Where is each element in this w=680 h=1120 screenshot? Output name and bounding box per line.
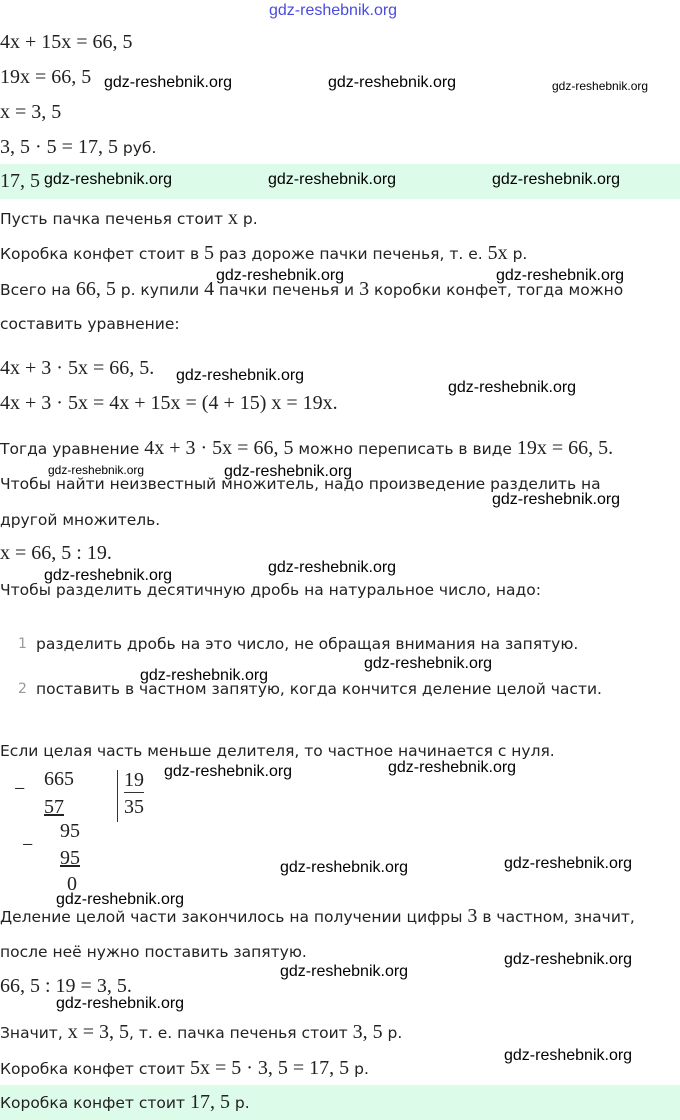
subtrahend: 57 <box>44 796 64 818</box>
final-remainder: 0 <box>67 873 77 895</box>
text-line <box>0 1056 369 1081</box>
math-expression: 17, 5 <box>0 170 40 192</box>
watermark: gdz-reshebnik.org <box>492 491 621 508</box>
watermark: gdz-reshebnik.org <box>224 463 353 480</box>
watermark: gdz-reshebnik.org <box>280 859 409 876</box>
watermark: gdz-reshebnik.org <box>140 667 269 684</box>
math-expression: 3 <box>467 905 478 927</box>
text-line <box>0 135 156 160</box>
watermark: gdz-reshebnik.org <box>56 891 185 908</box>
text-segment: Коробка конфет стоит <box>0 1060 190 1078</box>
text-line <box>0 436 613 461</box>
text-segment: Всего на <box>0 281 76 299</box>
text-segment: после неё нужно поставить запятую. <box>0 943 307 961</box>
math-expression: 3, 5 · 5 = 17, 5 <box>0 136 118 158</box>
watermark: gdz-reshebnik.org <box>268 559 397 576</box>
math-expression: 4 <box>204 278 215 300</box>
text-line <box>0 206 258 231</box>
answer-line <box>0 1090 250 1115</box>
math-expression: 3, 5 <box>352 1021 383 1043</box>
math-expression: 4x + 3 · 5x = 66, 5. <box>0 357 155 379</box>
list-number: 2 <box>18 681 27 697</box>
divisor: 19 <box>124 769 144 791</box>
text-line <box>0 1020 402 1045</box>
answer-line <box>0 169 40 194</box>
text-segment: раз дороже пачки печенья, т. е. <box>214 245 488 263</box>
remainder: 95 <box>60 820 80 842</box>
text-line <box>0 100 61 125</box>
watermark: gdz-reshebnik.org <box>104 74 233 91</box>
watermark: gdz-reshebnik.org <box>496 267 625 284</box>
math-expression: 19x = 66, 5 <box>0 66 92 88</box>
text-line <box>0 940 307 964</box>
text-segment: , т. е. пачка печенья стоит <box>128 1024 353 1042</box>
math-expression: 3 <box>359 278 370 300</box>
text-segment: можно переписать в виде <box>293 440 517 458</box>
watermark: gdz-reshebnik.org <box>552 79 649 93</box>
text-segment: Тогда уравнение <box>0 440 145 458</box>
text-segment: Чтобы найти неизвестный множитель, надо произведение разделить на <box>0 475 601 493</box>
division-bar <box>117 770 118 822</box>
text-segment: Чтобы разделить десятичную дробь на натуральное число, надо: <box>0 581 541 599</box>
watermark: gdz-reshebnik.org <box>56 995 185 1012</box>
math-expression: 66, 5 : 19 = 3, 5. <box>0 975 132 997</box>
math-expression: 4x + 3 · 5x = 4x + 15x = (4 + 15) x = 19x. <box>0 392 338 414</box>
text-line <box>0 30 133 55</box>
text-segment: в частном, значит, <box>477 908 635 926</box>
text-segment: Коробка конфет стоит в <box>0 245 205 263</box>
quotient: 35 <box>124 796 144 818</box>
text-segment: Значит, <box>0 1024 68 1042</box>
math-expression: 4x + 15x = 66, 5 <box>0 31 133 53</box>
math-expression: x = 3, 5 <box>67 1021 129 1043</box>
text-segment: р. купили <box>115 281 205 299</box>
watermark: gdz-reshebnik.org <box>164 763 293 780</box>
minus-sign: − <box>14 778 26 800</box>
math-expression: x <box>227 207 238 229</box>
watermark: gdz-reshebnik.org <box>44 567 173 584</box>
math-expression: 5x <box>487 242 508 264</box>
watermark: gdz-reshebnik.org <box>492 171 621 188</box>
text-line <box>0 241 527 266</box>
list-item <box>18 632 579 656</box>
text-segment: поставить в частном запятую, когда кончится деление целой части. <box>36 680 602 698</box>
watermark: gdz-reshebnik.org <box>48 463 145 477</box>
math-expression: x = 66, 5 : 19. <box>0 542 112 564</box>
text-segment: р. <box>382 1024 403 1042</box>
watermark: gdz-reshebnik.org <box>280 963 409 980</box>
list-number: 1 <box>18 636 27 652</box>
text-segment: Коробка конфет стоит <box>0 1094 190 1112</box>
watermark: gdz-reshebnik.org <box>504 855 633 872</box>
text-segment: Пусть пачка печенья стоит <box>0 210 228 228</box>
watermark: gdz-reshebnik.org <box>388 759 517 776</box>
text-line <box>0 391 338 416</box>
text-segment: Деление целой части закончилось на получении цифры <box>0 908 468 926</box>
watermark: gdz-reshebnik.org <box>328 74 457 91</box>
text-segment: р. <box>229 1094 250 1112</box>
text-line <box>0 65 91 90</box>
text-segment: р. <box>237 210 258 228</box>
text-line <box>0 508 160 532</box>
math-expression: 5 <box>204 242 215 264</box>
watermark: gdz-reshebnik.org <box>504 951 633 968</box>
text-line <box>0 356 154 381</box>
text-segment: составить уравнение: <box>0 315 180 333</box>
math-expression: 17, 5 <box>189 1091 230 1113</box>
watermark: gdz-reshebnik.org <box>448 379 577 396</box>
watermark: gdz-reshebnik.org <box>268 171 397 188</box>
watermark: gdz-reshebnik.org <box>216 267 345 284</box>
watermark: gdz-reshebnik.org <box>269 2 398 19</box>
dividend: 665 <box>44 768 74 790</box>
math-expression: 19x = 66, 5. <box>516 437 614 459</box>
math-expression: 5x = 5 · 3, 5 = 17, 5 <box>189 1057 350 1079</box>
math-expression: x = 3, 5 <box>0 101 62 123</box>
watermark: gdz-reshebnik.org <box>504 1047 633 1064</box>
text-line <box>0 312 180 336</box>
text-line <box>0 541 112 566</box>
text-segment: руб. <box>117 139 157 157</box>
subtrahend: 95 <box>60 847 80 869</box>
minus-sign: − <box>22 834 34 856</box>
text-segment: р. <box>349 1060 369 1078</box>
math-expression: 4x + 3 · 5x = 66, 5 <box>144 437 294 459</box>
list-item <box>18 677 602 701</box>
watermark: gdz-reshebnik.org <box>44 171 173 188</box>
text-segment: Если целая часть меньше делителя, то частное начинается с нуля. <box>0 742 555 760</box>
math-expression: 66, 5 <box>75 278 116 300</box>
watermark: gdz-reshebnik.org <box>176 367 305 384</box>
text-segment: разделить дробь на это число, не обращая внимания на запятую. <box>36 635 579 653</box>
text-segment: пачки печенья и <box>214 281 360 299</box>
watermark: gdz-reshebnik.org <box>364 655 493 672</box>
text-segment: другой множитель. <box>0 511 161 529</box>
text-segment: р. <box>507 245 528 263</box>
text-segment: коробки конфет, тогда можно <box>369 281 624 299</box>
